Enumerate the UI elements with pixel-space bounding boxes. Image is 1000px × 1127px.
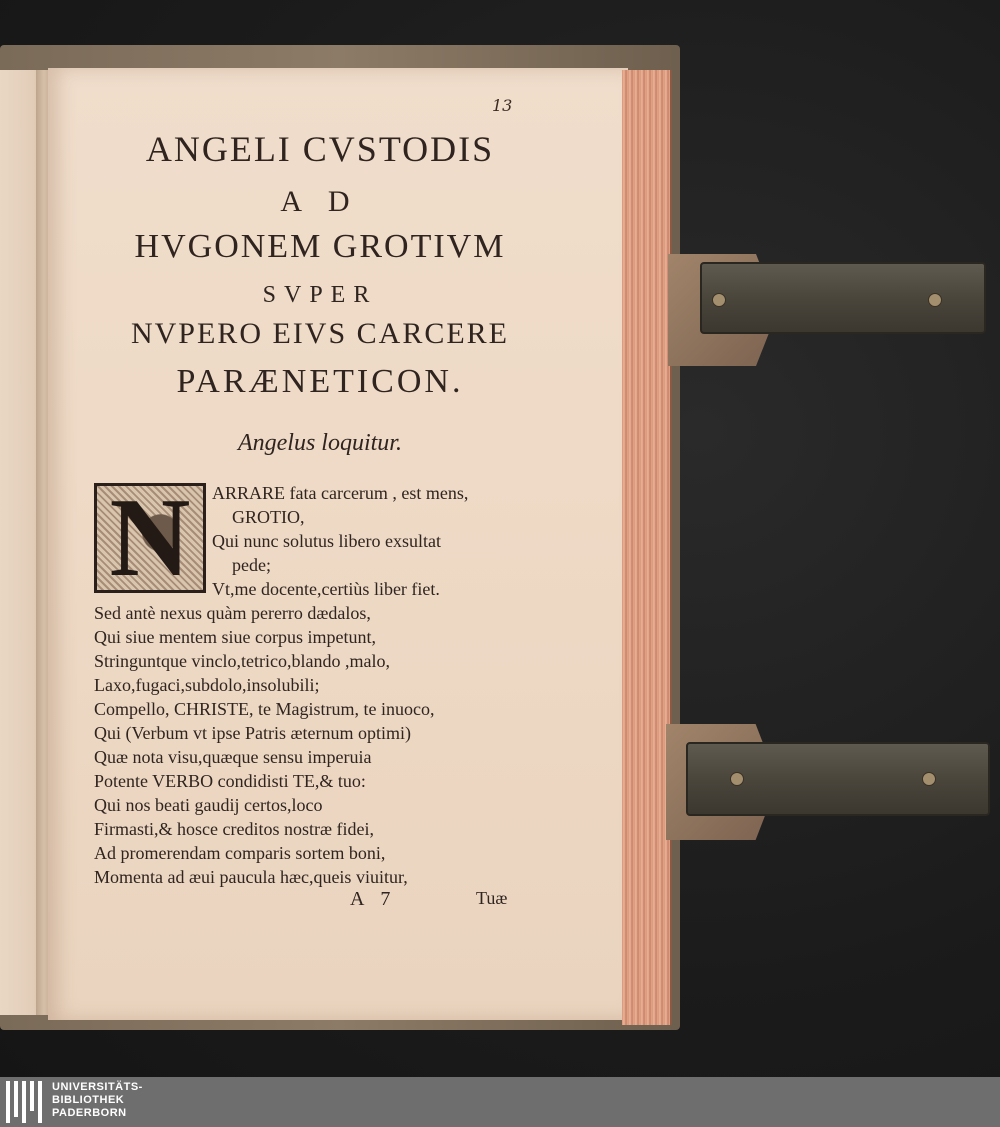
verse-line: Momenta ad æui paucula hæc,queis viuitur, <box>94 867 408 887</box>
signature-mark: A 7 <box>350 888 397 910</box>
verse-line: Firmasti,& hosce creditos nostræ fidei, <box>94 819 374 839</box>
rivet <box>922 772 936 786</box>
verse-line: Stringuntque vinclo,tetrico,blando ,malo, <box>94 651 390 671</box>
verse-line: pede; <box>232 555 271 575</box>
decorated-initial <box>94 476 206 600</box>
title-line-5: NVPERO EIVS CARCERE <box>130 317 510 350</box>
verse-line: GROTIO, <box>232 507 305 527</box>
title-line-3: HVGONEM GROTIVM <box>134 228 506 265</box>
institution-name-line: BIBLIOTHEK <box>52 1094 125 1106</box>
verse-line: Sed antè nexus quàm pererro dædalos, <box>94 603 371 623</box>
verse-line: Qui (Verbum vt ipse Patris æternum optimi) <box>94 723 411 743</box>
institution-name-line: UNIVERSITÄTS- <box>52 1081 143 1093</box>
title-line-1: ANGELI CVSTODIS <box>145 129 495 169</box>
title-line-6: PARÆNETICON. <box>176 363 464 400</box>
verse-line: Compello, CHRISTE, te Magistrum, te inuoco, <box>94 699 435 719</box>
verse-line: Quæ nota visu,quæque sensu imperuia <box>94 747 372 767</box>
library-logo-icon <box>6 1081 48 1123</box>
page-edges <box>622 70 672 1025</box>
verse-line: Vt,me docente,certiùs liber fiet. <box>212 579 440 599</box>
rivet <box>712 293 726 307</box>
verse-line: Qui nunc solutus libero exsultat <box>212 531 441 551</box>
initial-letter: N <box>109 476 191 600</box>
rivet <box>928 293 942 307</box>
verse-line: Potente VERBO condidisti TE,& tuo: <box>94 771 366 791</box>
clasp-strap <box>700 262 986 334</box>
institution-name <box>52 1081 143 1120</box>
institution-footer <box>0 1077 1000 1127</box>
page-number: 13 <box>492 96 513 115</box>
institution-name-line: PADERBORN <box>52 1107 127 1119</box>
title-line-4: SVPER <box>262 282 378 308</box>
verse-line: Qui siue mentem siue corpus impetunt, <box>94 627 376 647</box>
rivet <box>730 772 744 786</box>
verse-line: Qui nos beati gaudij certos,loco <box>94 795 323 815</box>
title-line-2: A D <box>280 185 360 218</box>
verse-line: Ad promerendam comparis sortem boni, <box>94 843 386 863</box>
verse-line: Laxo,fugaci,subdolo,insolubili; <box>94 675 320 695</box>
catchword: Tuæ <box>476 888 508 908</box>
verse-line: ARRARE fata carcerum , est mens, <box>212 483 469 503</box>
subtitle: Angelus loquitur. <box>237 430 402 456</box>
